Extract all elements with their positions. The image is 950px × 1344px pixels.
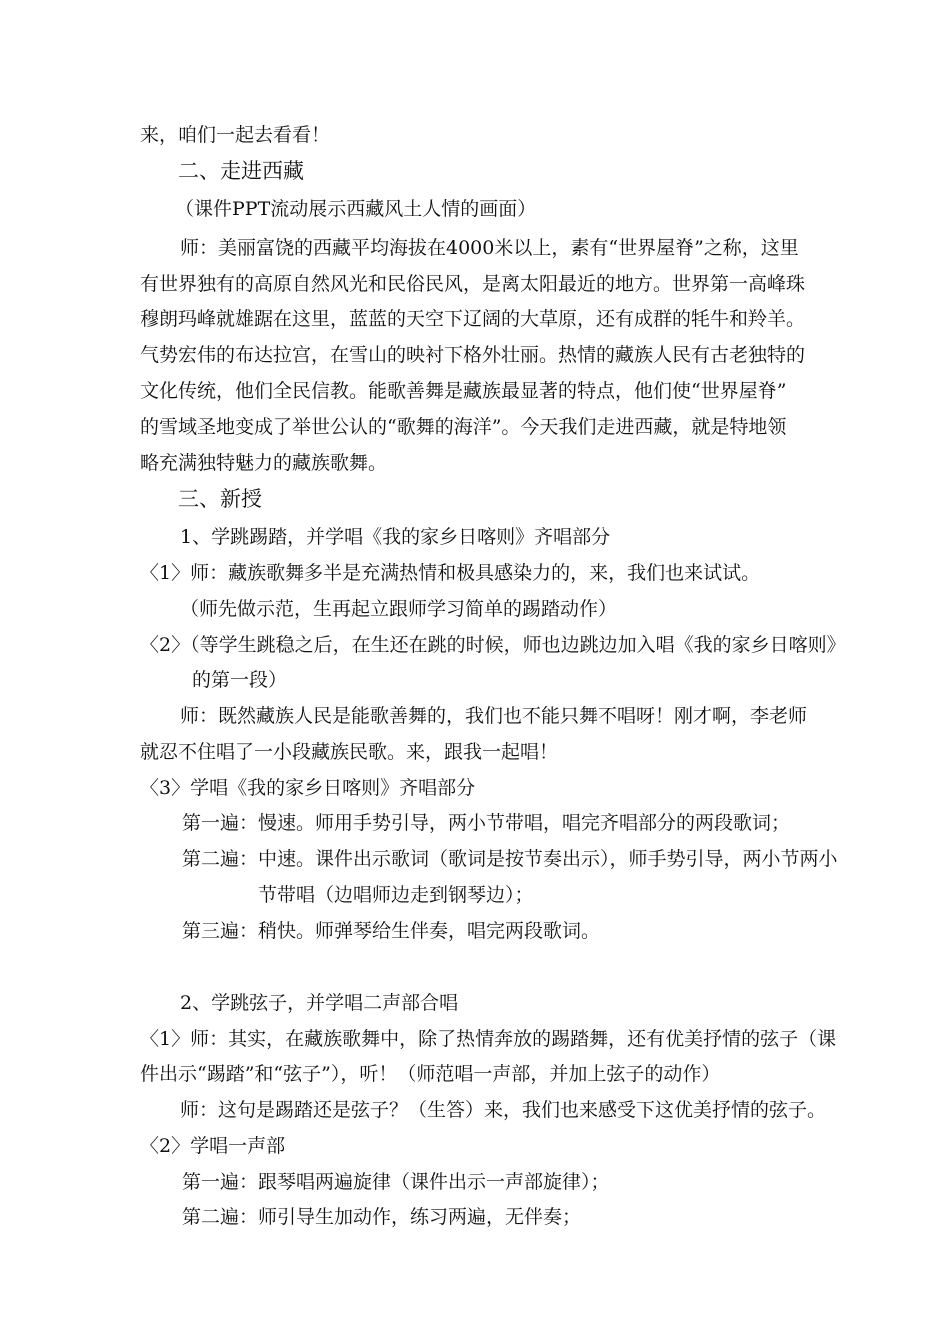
text-line: 第二遍：中速。课件出示歌词（歌词是按节奏出示），师手势引导，两小节两小 <box>182 848 838 870</box>
text-line: 〈2〉（等学生跳稳之后，在生还在跳的时候，师也边跳边加入唱《我的家乡日喀则》 <box>140 634 846 656</box>
text-line: 第三遍：稍快。师弹琴给生伴奏，唱完两段歌词。 <box>182 920 601 942</box>
text-line: 件出示“踢踏”和“弦子”），听！（师范唱一声部，并加上弦子的动作） <box>140 1063 721 1085</box>
text-line: 的第一段） <box>192 669 288 691</box>
text-line: 第一遍：慢速。师用手势引导，两小节带唱，唱完齐唱部分的两段歌词； <box>182 812 791 834</box>
text-line: 节带唱（边唱师边走到钢琴边）； <box>258 884 534 906</box>
section-heading: 二、走进西藏 <box>178 159 304 183</box>
text-line: 来，咱们一起去看看！ <box>140 124 331 146</box>
text-line: （课件PPT流动展示西藏风土人情的画面） <box>175 198 537 220</box>
text-line: 略充满独特魅力的藏族歌舞。 <box>140 452 388 474</box>
text-line: 师：这句是踢踏还是弦子？（生答）来，我们也来感受下这优美抒情的弦子。 <box>180 1099 827 1121</box>
text-line: 师：美丽富饶的西藏平均海拔在4000米以上，素有“世界屋脊”之称，这里 <box>180 237 799 259</box>
text-line: 第一遍：跟琴唱两遍旋律（课件出示一声部旋律）； <box>182 1171 610 1193</box>
text-line: 文化传统，他们全民信教。能歌善舞是藏族最显著的特点，他们使“世界屋脊” <box>140 380 787 402</box>
text-line: 〈2〉学唱一声部 <box>140 1135 286 1157</box>
text-line: 〈1〉师：其实，在藏族歌舞中，除了热情奔放的踢踏舞，还有优美抒情的弦子（课 <box>140 1028 837 1050</box>
text-line: 〈1〉师：藏族歌舞多半是充满热情和极具感染力的，来，我们也来试试。 <box>140 562 761 584</box>
text-line: 就忍不住唱了一小段藏族民歌。来，跟我一起唱！ <box>140 741 559 763</box>
section-heading: 三、新授 <box>178 487 262 511</box>
text-line: 有世界独有的高原自然风光和民俗民风，是离太阳最近的地方。世界第一高峰珠 <box>140 273 806 295</box>
text-line: 气势宏伟的布达拉宫，在雪山的映衬下格外壮丽。热情的藏族人民有古老独特的 <box>140 344 806 366</box>
text-line: （师先做示范，生再起立跟师学习简单的踢踏动作） <box>180 598 618 620</box>
text-line: 2、学跳弦子，并学唱二声部合唱 <box>180 992 459 1014</box>
text-line: 第二遍：师引导生加动作，练习两遍，无伴奏； <box>182 1206 582 1228</box>
text-line: 的雪域圣地变成了举世公认的“歌舞的海洋”。今天我们走进西藏，就是特地领 <box>140 416 787 438</box>
text-line: 1、学跳踢踏，并学唱《我的家乡日喀则》齐唱部分 <box>180 526 611 548</box>
text-line: 师：既然藏族人民是能歌善舞的，我们也不能只舞不唱呀！刚才啊，李老师 <box>180 705 808 727</box>
text-line: 穆朗玛峰就雄踞在这里，蓝蓝的天空下辽阔的大草原，还有成群的牦牛和羚羊。 <box>140 308 806 330</box>
text-line: 〈3〉学唱《我的家乡日喀则》齐唱部分 <box>140 777 476 799</box>
